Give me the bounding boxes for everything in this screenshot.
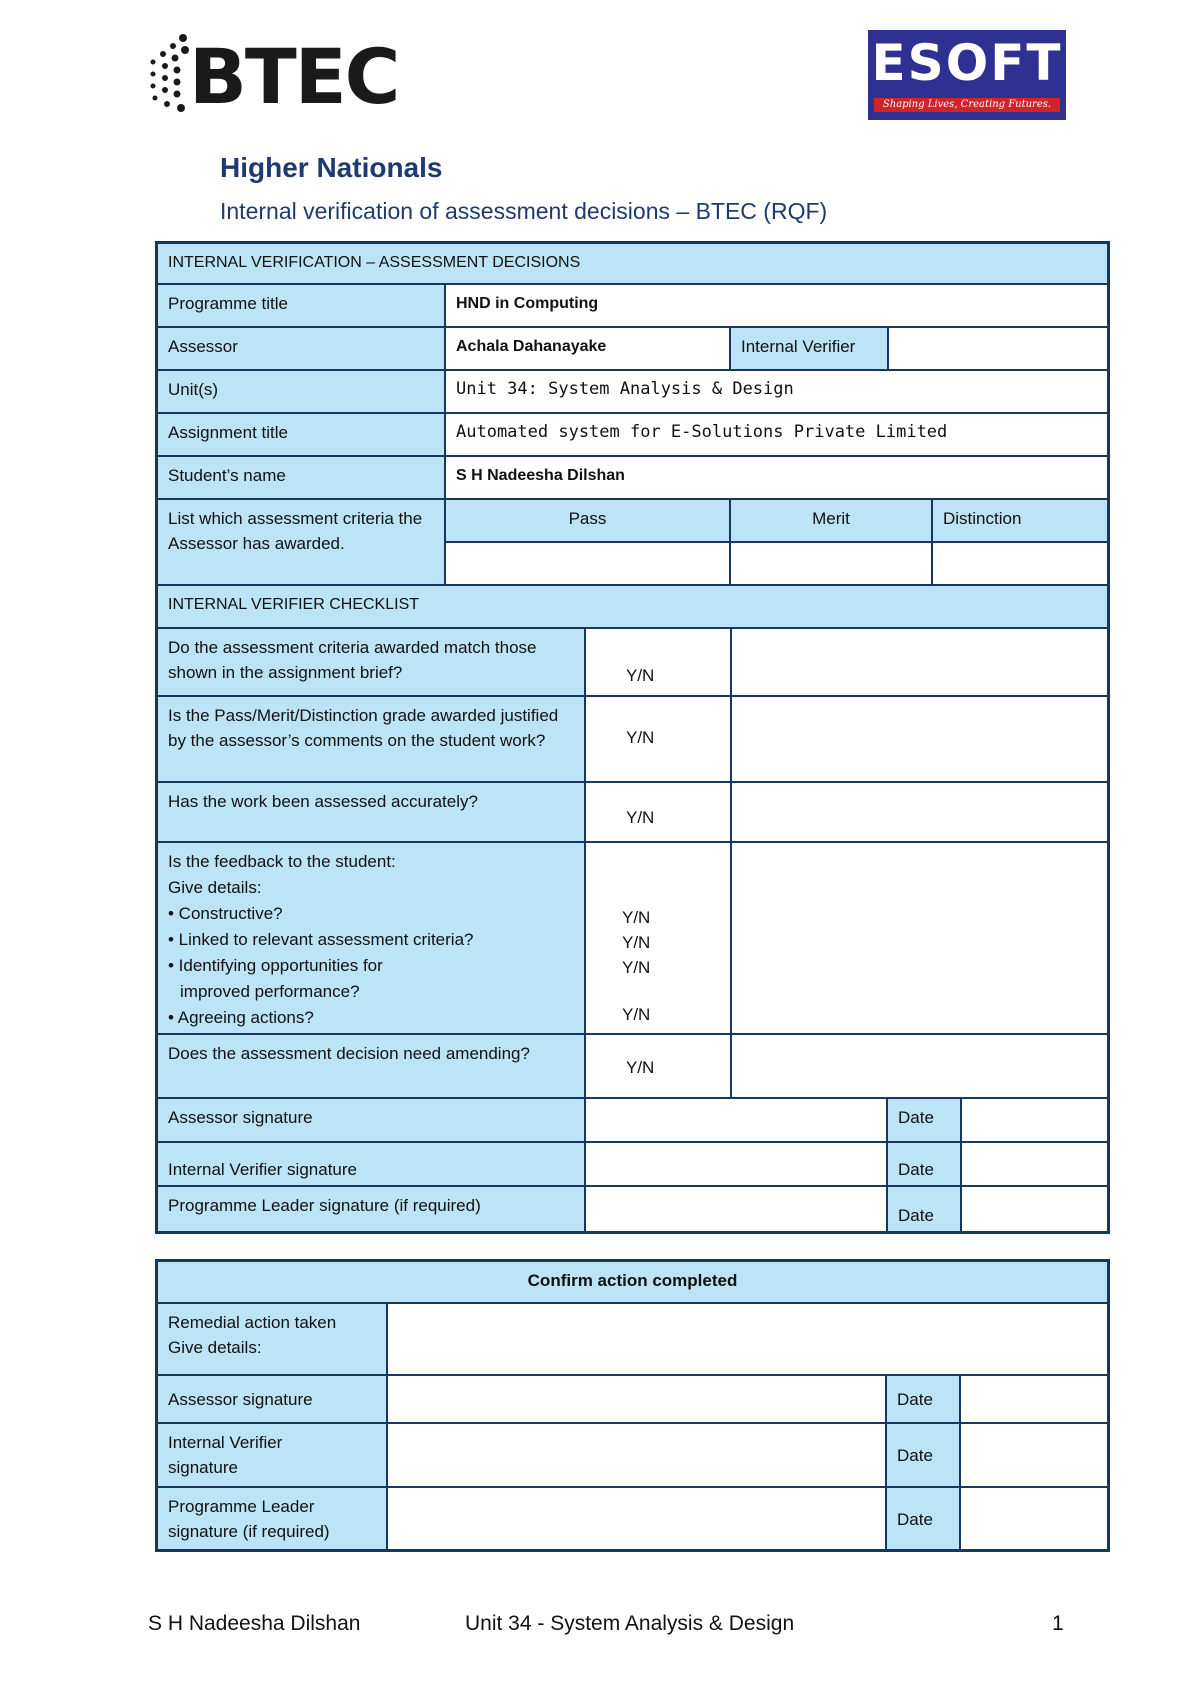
distinction-header: Distinction bbox=[932, 499, 1108, 542]
checklist-comment-1[interactable] bbox=[731, 628, 1108, 696]
assignment-title-label: Assignment title bbox=[157, 413, 445, 456]
iv-signature-label: Internal Verifier signature bbox=[157, 1142, 585, 1186]
yn-label: Y/N bbox=[626, 1058, 655, 1077]
pl-signature-field[interactable] bbox=[585, 1186, 887, 1232]
confirm-title: Confirm action completed bbox=[157, 1261, 1108, 1303]
footer-student-name: S H Nadeesha Dilshan bbox=[148, 1612, 361, 1635]
checklist-comment-3[interactable] bbox=[731, 782, 1108, 842]
checklist-question-4 bbox=[157, 842, 585, 1034]
yn-label: Y/N bbox=[626, 808, 655, 827]
units-label: Unit(s) bbox=[157, 370, 445, 413]
esoft-tagline-bar bbox=[874, 98, 1060, 112]
iv-date-label: Date bbox=[887, 1142, 961, 1186]
confirm-iv-date-field[interactable] bbox=[960, 1423, 1108, 1487]
criteria-label: List which assessment criteria the Assessor has awarded. bbox=[157, 499, 445, 585]
checklist-question-3: Has the work been assessed accurately? bbox=[157, 782, 585, 842]
feedback-constructive: • Constructive? bbox=[168, 904, 283, 923]
assessor-field[interactable]: Achala Dahanayake bbox=[445, 327, 730, 370]
feedback-linked: • Linked to relevant assessment criteria? bbox=[168, 930, 474, 949]
feedback-question: Is the feedback to the student: bbox=[168, 852, 396, 871]
feedback-agreeing: • Agreeing actions? bbox=[168, 1008, 314, 1027]
confirm-iv-signature-label bbox=[157, 1423, 387, 1487]
checklist-yn-4[interactable] bbox=[585, 842, 731, 1034]
esoft-logo bbox=[868, 30, 1066, 120]
yn-label: Y/N bbox=[626, 728, 655, 747]
confirm-pl-label-line2: signature (if required) bbox=[168, 1522, 330, 1541]
checklist-comment-2[interactable] bbox=[731, 696, 1108, 782]
pl-date-field[interactable] bbox=[961, 1186, 1108, 1232]
decisions-section-title: INTERNAL VERIFICATION – ASSESSMENT DECISIONS bbox=[157, 243, 1108, 284]
distinction-criteria-field[interactable] bbox=[932, 542, 1108, 585]
btec-logo bbox=[145, 28, 399, 121]
page-heading: Higher Nationals bbox=[220, 152, 443, 183]
btec-wordmark: BTEC bbox=[189, 32, 399, 121]
remedial-label bbox=[157, 1303, 387, 1375]
confirm-assessor-signature-field[interactable] bbox=[387, 1375, 886, 1423]
checklist-yn-2[interactable] bbox=[585, 696, 731, 782]
esoft-tagline: Shaping Lives, Creating Futures. bbox=[882, 99, 1052, 110]
checklist-question-2: Is the Pass/Merit/Distinction grade awarded justified by the assessor’s comments on the student work? bbox=[157, 696, 585, 782]
remedial-field[interactable] bbox=[387, 1303, 1108, 1375]
confirm-iv-date-label: Date bbox=[886, 1423, 960, 1487]
student-name-label: Student’s name bbox=[157, 456, 445, 499]
esoft-wordmark: ESOFT bbox=[871, 34, 1063, 92]
confirm-pl-signature-field[interactable] bbox=[387, 1487, 886, 1550]
btec-dots-graphic bbox=[145, 28, 193, 118]
feedback-improved: improved performance? bbox=[180, 982, 360, 1001]
remedial-action-label: Remedial action taken bbox=[168, 1313, 337, 1332]
checklist-question-1: Do the assessment criteria awarded match those shown in the assignment brief? bbox=[157, 628, 585, 696]
confirm-pl-signature-label bbox=[157, 1487, 387, 1550]
remedial-give-details-label: Give details: bbox=[168, 1338, 262, 1357]
yn-label: Y/N bbox=[626, 666, 655, 685]
confirm-pl-label-line1: Programme Leader bbox=[168, 1497, 315, 1516]
confirm-pl-date-field[interactable] bbox=[960, 1487, 1108, 1550]
confirm-assessor-date-label: Date bbox=[886, 1375, 960, 1423]
assessor-signature-field[interactable] bbox=[585, 1098, 887, 1142]
yn-opportunities: Y/N bbox=[622, 958, 651, 977]
pass-header: Pass bbox=[445, 499, 730, 542]
pl-date-label: Date bbox=[887, 1186, 961, 1232]
confirm-iv-label-line1: Internal Verifier bbox=[168, 1433, 283, 1452]
pl-signature-label: Programme Leader signature (if required) bbox=[157, 1186, 585, 1232]
confirm-iv-label-line2: signature bbox=[168, 1458, 238, 1477]
programme-title-field[interactable]: HND in Computing bbox=[445, 284, 1108, 327]
assignment-title-field[interactable]: Automated system for E-Solutions Private Limited bbox=[445, 413, 1108, 456]
yn-constructive: Y/N bbox=[622, 908, 651, 927]
units-field[interactable]: Unit 34: System Analysis & Design bbox=[445, 370, 1108, 413]
internal-verifier-label: Internal Verifier bbox=[730, 327, 888, 370]
confirm-pl-date-label: Date bbox=[886, 1487, 960, 1550]
merit-header: Merit bbox=[730, 499, 932, 542]
checklist-comment-4[interactable] bbox=[731, 842, 1108, 1034]
programme-title-label: Programme title bbox=[157, 284, 445, 327]
yn-agreeing: Y/N bbox=[622, 1005, 651, 1024]
confirm-assessor-date-field[interactable] bbox=[960, 1375, 1108, 1423]
confirm-assessor-signature-label: Assessor signature bbox=[157, 1375, 387, 1423]
checklist-yn-5[interactable] bbox=[585, 1034, 731, 1098]
footer-page-number: 1 bbox=[1052, 1612, 1064, 1635]
confirm-iv-signature-field[interactable] bbox=[387, 1423, 886, 1487]
assessor-date-field[interactable] bbox=[961, 1098, 1108, 1142]
assessor-date-label: Date bbox=[887, 1098, 961, 1142]
footer-unit: Unit 34 - System Analysis & Design bbox=[465, 1612, 795, 1635]
checklist-comment-5[interactable] bbox=[731, 1034, 1108, 1098]
checklist-question-5: Does the assessment decision need amending? bbox=[157, 1034, 585, 1098]
checklist-yn-3[interactable] bbox=[585, 782, 731, 842]
iv-signature-field[interactable] bbox=[585, 1142, 887, 1186]
page-subheading: Internal verification of assessment decisions – BTEC (RQF) bbox=[220, 198, 828, 224]
assessor-signature-label: Assessor signature bbox=[157, 1098, 585, 1142]
pass-criteria-field[interactable] bbox=[445, 542, 730, 585]
checklist-yn-1[interactable] bbox=[585, 628, 731, 696]
internal-verifier-field[interactable] bbox=[888, 327, 1108, 370]
feedback-give-details: Give details: bbox=[168, 878, 262, 897]
yn-linked: Y/N bbox=[622, 933, 651, 952]
feedback-opportunities: • Identifying opportunities for bbox=[168, 956, 383, 975]
student-name-field[interactable]: S H Nadeesha Dilshan bbox=[445, 456, 1108, 499]
iv-date-field[interactable] bbox=[961, 1142, 1108, 1186]
checklist-section-title: INTERNAL VERIFIER CHECKLIST bbox=[157, 585, 1108, 628]
assessor-label: Assessor bbox=[157, 327, 445, 370]
merit-criteria-field[interactable] bbox=[730, 542, 932, 585]
